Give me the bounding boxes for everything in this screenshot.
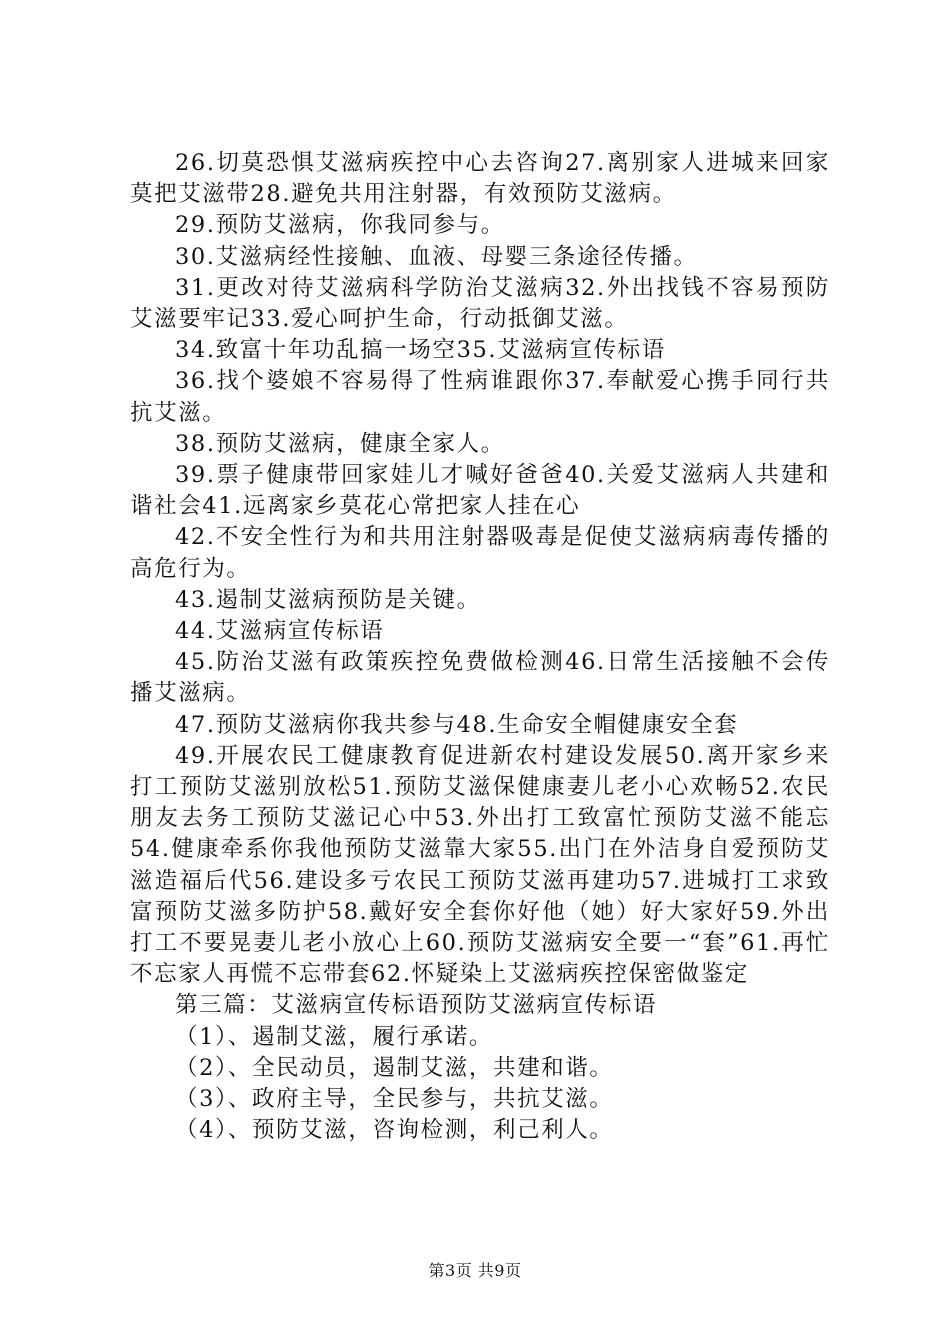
list-item: （4）、预防艾滋，咨询检测，利己利人。 <box>175 1117 614 1144</box>
paragraph: 47.预防艾滋病你我共参与48.生命安全帽健康安全套 <box>175 711 739 738</box>
paragraph: 42.不安全性行为和共用注射器吸毒是促使艾滋病病毒传播的高危行为。 <box>130 524 830 582</box>
section-heading: 第三篇：艾滋病宣传标语预防艾滋病宣传标语 <box>175 992 658 1019</box>
paragraph: 45.防治艾滋有政策疾控免费做检测46.日常生活接触不会传播艾滋病。 <box>130 649 830 707</box>
paragraph: 36.找个婆娘不容易得了性病谁跟你37.奉献爱心携手同行共抗艾滋。 <box>130 368 830 426</box>
paragraph: 43.遏制艾滋病预防是关键。 <box>175 586 481 613</box>
paragraph: 30.艾滋病经性接触、血液、母婴三条途径传播。 <box>175 243 698 270</box>
paragraph: 34.致富十年功乱搞一场空35.艾滋病宣传标语 <box>175 337 666 364</box>
page-number-footer: 第3页 共9页 <box>428 1261 522 1280</box>
list-item: （3）、政府主导，全民参与，共抗艾滋。 <box>175 1086 614 1113</box>
paragraph: 44.艾滋病宣传标语 <box>175 618 385 645</box>
paragraph: 38.预防艾滋病，健康全家人。 <box>175 430 505 457</box>
list-item: （1）、遏制艾滋，履行承诺。 <box>175 1023 493 1050</box>
paragraph: 29.预防艾滋病，你我同参与。 <box>175 212 505 239</box>
paragraph: 26.切莫恐惧艾滋病疾控中心去咨询27.离别家人进城来回家莫把艾滋带28.避免共用注射器，有效预防艾滋病。 <box>130 150 830 208</box>
list-item: （2）、全民动员，遏制艾滋，共建和谐。 <box>175 1054 614 1081</box>
paragraph: 39.票子健康带回家娃儿才喊好爸爸40.关爱艾滋病人共建和谐社会41.远离家乡莫花心常把家人挂在心 <box>130 462 830 520</box>
document-body <box>130 148 830 1147</box>
paragraph: 49.开展农民工健康教育促进新农村建设发展50.离开家乡来打工预防艾滋别放松51.预防艾滋保健康妻儿老小心欢畅52.农民朋友去务工预防艾滋记心中53.外出打工致富忙预防艾滋不能忘54.健康牵系你我他预防艾滋靠大家55.出门在外洁身自爱预防艾滋造福后代56.建设多亏农民工预防艾滋再建功57.进城打工求致富预防艾滋多防护58.戴好安全套你好他（她）好大家好59.外出打工不要晃妻儿老小放心上60.预防艾滋病安全要一“套”61.再忙不忘家人再慌不忘带套62.怀疑染上艾滋病疾控保密做鉴定 <box>130 742 830 988</box>
paragraph: 31.更改对待艾滋病科学防治艾滋病32.外出找钱不容易预防艾滋要牢记33.爱心呵护生命，行动抵御艾滋。 <box>130 274 830 333</box>
